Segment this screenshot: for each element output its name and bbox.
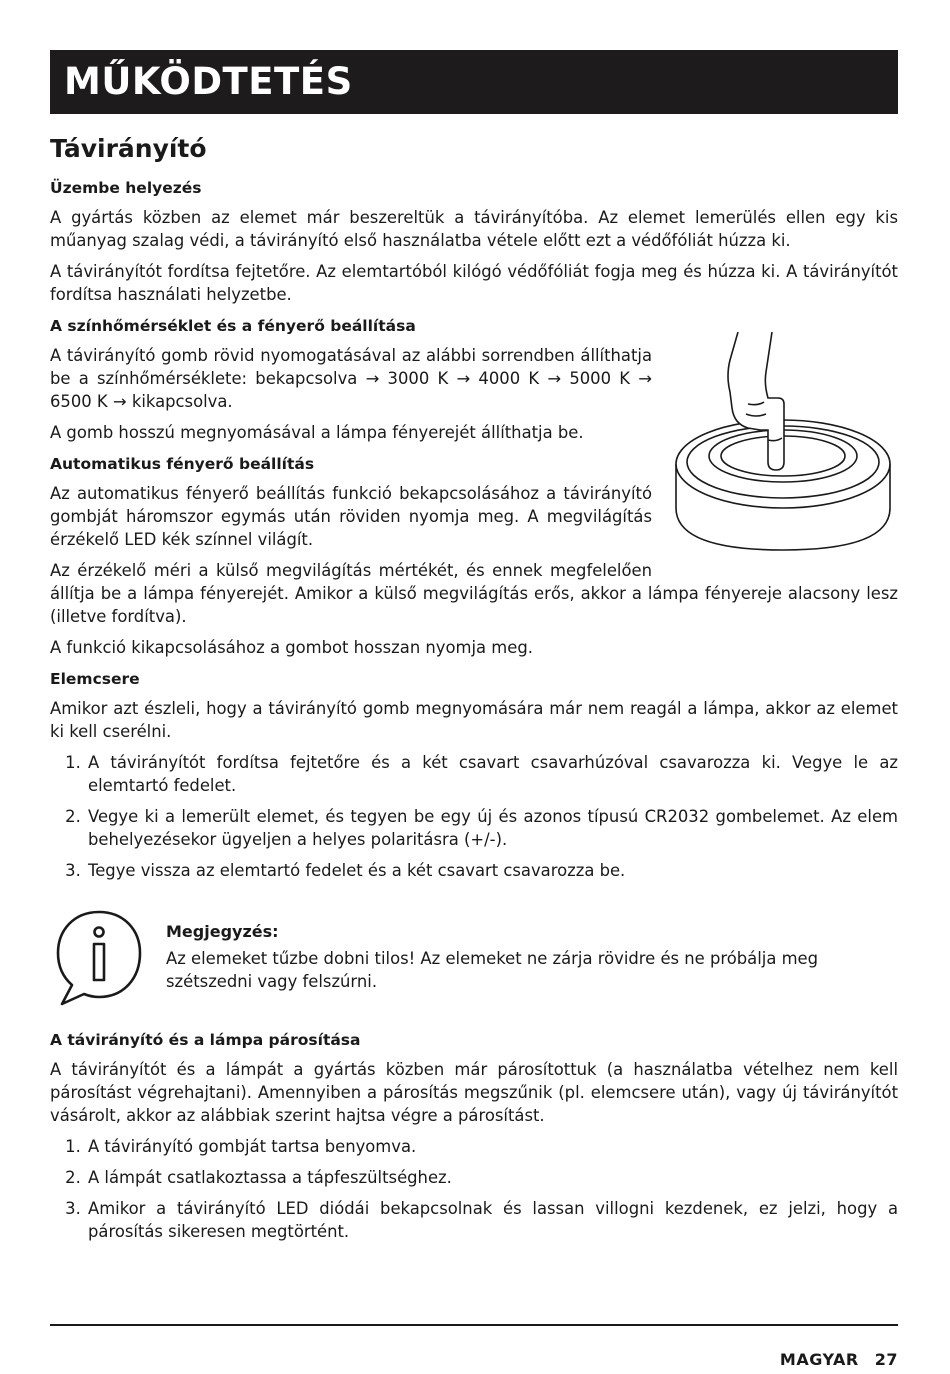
pairing-steps — [50, 1135, 898, 1243]
pairing-heading: A távirányító és a lámpa párosítása — [50, 1031, 361, 1049]
note-title: Megjegyzés: — [166, 922, 279, 941]
footer-divider — [50, 1324, 898, 1326]
info-bubble-icon — [54, 908, 144, 1008]
note-box — [50, 912, 898, 1008]
battery-steps — [50, 751, 898, 882]
startup-heading: Üzembe helyezés — [50, 179, 202, 197]
pairing-step: 1. A távirányító gombját tartsa benyomva. — [86, 1135, 898, 1158]
battery-step: 1. A távirányítót fordítsa fejtetőre és a két csavart csavarhúzóval csavarozza ki. Vegye le az elemtartó fedelet. — [86, 751, 898, 797]
battery-step: 3. Tegye vissza az elemtartó fedelet és a két csavart csavarozza be. — [86, 859, 898, 882]
color-temp-paragraph-1: A távirányító gomb rövid nyomogatásával az alábbi sorrendben állíthatja be a színhőmérséklete: bekapcsolva → 3000 K → 4000 K → 5000 K → 6500 K → kikapcsolva. — [50, 346, 652, 411]
pairing-step: 2. A lámpát csatlakoztassa a tápfeszültséghez. — [86, 1166, 898, 1189]
page-number: 27 — [874, 1350, 898, 1369]
section-title: Távirányító — [50, 134, 207, 163]
note-text: Az elemeket tűzbe dobni tilos! Az elemeket ne zárja rövidre és ne próbálja meg szétszedni vagy felszúrni. — [166, 949, 819, 991]
note-content — [166, 912, 898, 993]
auto-brightness-paragraph-3: A funkció kikapcsolásához a gombot hosszan nyomja meg. — [50, 638, 533, 657]
startup-paragraph-2: A távirányítót fordítsa fejtetőre. Az elemtartóból kilógó védőfóliát fogja meg és húzza ki. A távirányítót fordítsa használati helyzetbe. — [50, 262, 898, 304]
page-footer — [780, 1350, 898, 1369]
section-banner: MŰKÖDTETÉS — [50, 50, 898, 114]
battery-heading: Elemcsere — [50, 670, 140, 688]
battery-intro: Amikor azt észleli, hogy a távirányító gomb megnyomására már nem reagál a lámpa, akkor az elemet ki kell cserélni. — [50, 699, 898, 741]
auto-brightness-heading: Automatikus fényerő beállítás — [50, 455, 315, 473]
color-temp-paragraph-2: A gomb hosszú megnyomásával a lámpa fényerejét állíthatja be. — [50, 423, 584, 442]
page-content — [50, 126, 898, 1251]
startup-paragraph-1: A gyártás közben az elemet már beszereltük a távirányítóba. Az elemet lemerülés ellen egy kis műanyag szalag védi, a távirányító első használatba vétele előtt ezt a védőfóliát húzza ki. — [50, 208, 898, 250]
color-temp-heading: A színhőmérséklet és a fényerő beállítása — [50, 317, 416, 335]
pairing-step: 3. Amikor a távirányító LED diódái bekapcsolnak és lassan villogni kezdenek, ez jelzi, hogy a párosítás sikeresen megtörtént. — [86, 1197, 898, 1243]
finger-pressing-remote-icon — [668, 332, 898, 554]
auto-brightness-paragraph-2: Az érzékelő méri a külső megvilágítás mértékét, és ennek megfelelően állítja be a lámpa fényerejét. Amikor a külső megvilágítás erős, akkor a lámpa fényereje alacsony lesz (illetve fordítva). — [50, 561, 898, 626]
pairing-intro: A távirányítót és a lámpát a gyártás közben már párosítottuk (a használatba vételhez nem kell párosítást végrehajtani). Amennyiben a párosítás megszűnik (pl. elemcsere után), vagy új távirányítót vásárolt, akkor az alábbiak szerint hajtsa végre a párosítást. — [50, 1060, 898, 1125]
battery-step: 2. Vegye ki a lemerült elemet, és tegyen be egy új és azonos típusú CR2032 gombelemet. Az elem behelyezésekor ügyeljen a helyes polaritásra (+/-). — [86, 805, 898, 851]
auto-brightness-paragraph-1: Az automatikus fényerő beállítás funkció bekapcsolásához a távirányító gombját háromszor egymás után röviden nyomja meg. A megvilágítás érzékelő LED kék színnel világít. — [50, 484, 652, 549]
footer-language: MAGYAR — [779, 1350, 859, 1369]
